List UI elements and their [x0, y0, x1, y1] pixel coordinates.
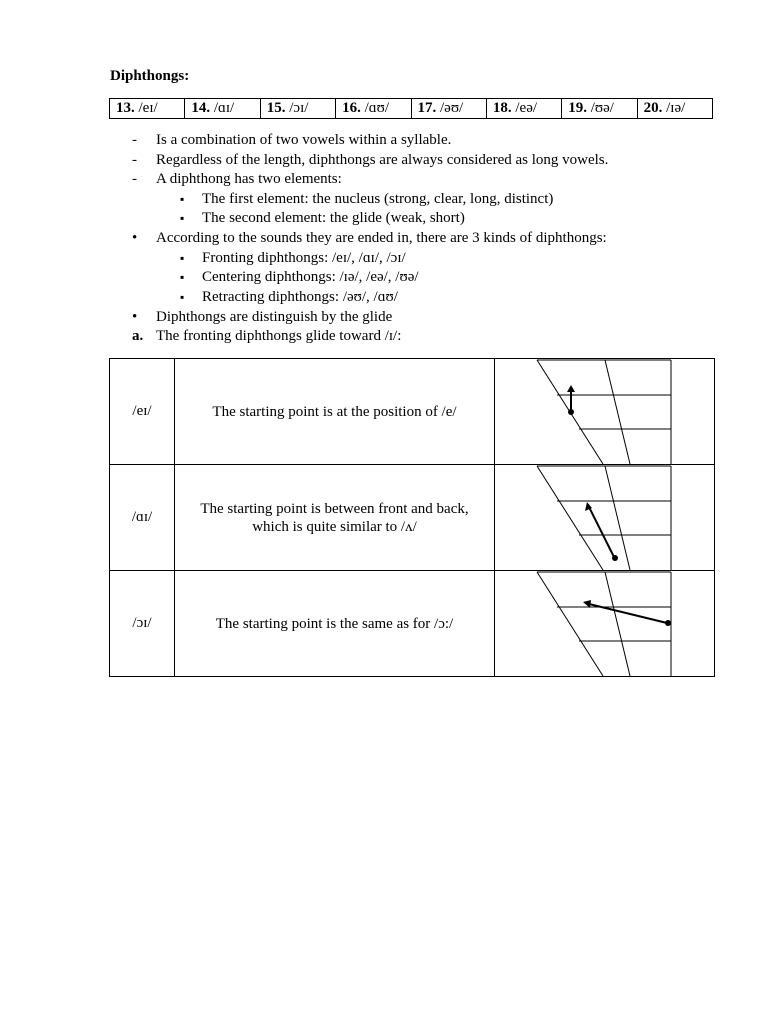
list-item-text: Is a combination of two vowels within a syllable. — [156, 132, 452, 148]
table-row — [110, 465, 715, 571]
symbol-number: 14. — [191, 100, 211, 116]
square-bullet-icon: ▪ — [180, 192, 185, 206]
section-heading: Diphthongs: — [110, 68, 190, 84]
vowel-chart-cell — [495, 571, 715, 677]
square-bullet-icon: ▪ — [180, 270, 185, 284]
symbol-number: 19. — [568, 100, 587, 116]
glide-arrow — [589, 507, 614, 557]
start-point-dot — [612, 555, 618, 561]
symbol-ipa: /eɪ/ — [138, 100, 158, 116]
symbol-row — [110, 99, 713, 119]
description-cell — [175, 571, 495, 677]
symbol-number: 13. — [116, 100, 135, 116]
symbol-ipa: /ɪə/ — [666, 100, 686, 116]
list-item-text: The fronting diphthongs glide toward /ɪ/: — [156, 328, 402, 344]
vowel-chart-cell — [495, 465, 715, 571]
symbol-ipa: /ɔɪ/ — [289, 100, 309, 116]
symbol-cell — [185, 99, 260, 119]
table-row — [110, 359, 715, 465]
description-line: The starting point is between front and back, — [200, 500, 469, 517]
symbol-ipa: /ɑʊ/ — [364, 100, 390, 116]
symbol-cell — [486, 99, 561, 119]
symbol-number: 18. — [492, 100, 512, 116]
square-bullet-icon: ▪ — [180, 290, 185, 304]
diphthong-symbol: /ɔɪ/ — [110, 571, 175, 677]
square-bullet-icon: ▪ — [180, 211, 185, 225]
diphthong-symbol-table — [109, 98, 713, 119]
vowel-quadrilateral-diagram — [495, 359, 714, 464]
symbol-cell — [110, 99, 185, 119]
list-item-text: The second element: the glide (weak, short) — [202, 210, 465, 226]
list-item-text: Regardless of the length, diphthongs are always considered as long vowels. — [156, 152, 609, 168]
list-item-text: Fronting diphthongs: /eɪ/, /ɑɪ/, /ɔɪ/ — [202, 250, 406, 266]
description-line: The starting point is the same as for /ɔ:/ — [215, 615, 454, 632]
round-bullet-icon: • — [132, 230, 138, 246]
fronting-diphthong-table — [109, 358, 715, 677]
symbol-ipa: /ɑɪ/ — [213, 100, 235, 116]
symbol-cell — [562, 99, 637, 119]
symbol-cell — [260, 99, 335, 119]
list-item-text: Centering diphthongs: /ɪə/, /eə/, /ʊə/ — [202, 269, 419, 285]
symbol-cell — [336, 99, 411, 119]
description-cell — [175, 465, 495, 571]
symbol-ipa: /əʊ/ — [440, 100, 464, 116]
symbol-ipa: /eə/ — [515, 100, 538, 116]
diphthong-symbol: /eɪ/ — [110, 359, 175, 465]
round-bullet-icon: • — [132, 309, 138, 325]
symbol-cell — [411, 99, 486, 119]
arrowhead-icon — [567, 385, 575, 392]
description-line: which is quite similar to /ʌ/ — [252, 518, 417, 535]
list-item-text: Retracting diphthongs: /əʊ/, /ɑʊ/ — [202, 289, 398, 305]
letter-marker: a. — [132, 328, 144, 344]
table-row — [110, 571, 715, 677]
dash-marker: - — [132, 152, 137, 168]
dash-marker: - — [132, 171, 137, 187]
description-cell — [175, 359, 495, 465]
list-item-text: Diphthongs are distinguish by the glide — [156, 309, 393, 325]
square-bullet-icon: ▪ — [180, 251, 185, 265]
symbol-ipa: /ʊə/ — [590, 100, 614, 116]
start-point-dot — [665, 620, 671, 626]
symbol-number: 20. — [643, 100, 663, 116]
list-item-text: The first element: the nucleus (strong, clear, long, distinct) — [202, 191, 554, 207]
list-item-text: According to the sounds they are ended in, there are 3 kinds of diphthongs: — [156, 230, 607, 246]
vowel-chart-cell — [495, 359, 715, 465]
description-line: The starting point is at the position of /e/ — [212, 403, 457, 420]
symbol-number: 15. — [266, 100, 286, 116]
diphthong-symbol: /ɑɪ/ — [110, 465, 175, 571]
list-item-text: A diphthong has two elements: — [156, 171, 342, 187]
vowel-quadrilateral-diagram — [495, 571, 714, 676]
symbol-number: 17. — [417, 100, 437, 116]
dash-marker: - — [132, 132, 137, 148]
start-point-dot — [568, 409, 574, 415]
symbol-cell — [637, 99, 712, 119]
symbol-number: 16. — [342, 100, 361, 116]
vowel-quadrilateral-diagram — [495, 465, 714, 570]
